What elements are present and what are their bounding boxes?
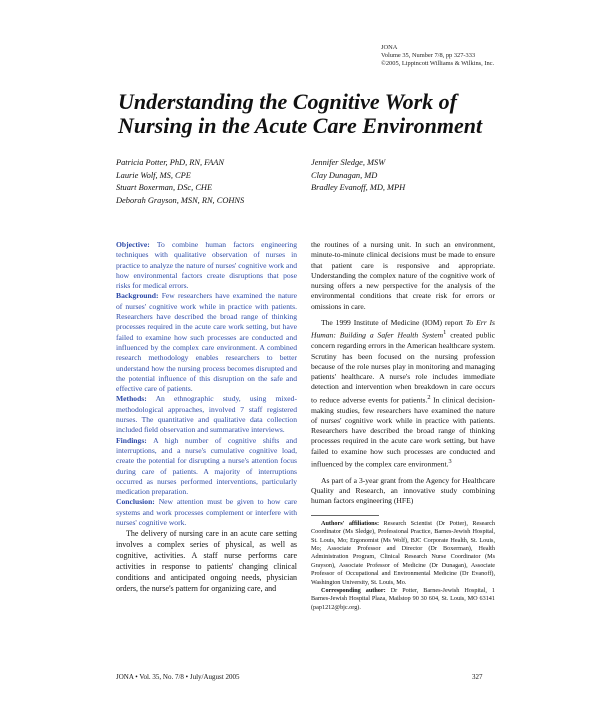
corresponding-author xyxy=(311,587,495,612)
corresponding-label: Corresponding author: xyxy=(321,586,386,594)
journal-info xyxy=(381,44,581,68)
methods-text: An ethnographic study, using mixed-methodological approaches, involved 7 staff registered nurses. The quantitative and qualitative data collection included field observation and summarative interviews. xyxy=(116,394,298,435)
report-title: To Err Is Human: Building a Safer Health System xyxy=(311,318,495,340)
methods-label: Methods: xyxy=(116,394,147,404)
findings-text: A high number of cognitive shifts and interruptions, and a nurse's cumulative cognitive load, create the potential for disrupting a nurse's attention focus during care of patients. A majority of interruptions occurred as nurses performed interventions, particularly medication preparation. xyxy=(116,435,298,497)
citation-ref: 2 xyxy=(427,393,431,401)
paragraph-text: created public concern regarding errors in the American healthcare system. Scrutiny has been focused on the nursing profession because of the role nurses play in monitoring and managing patients' healthcare. A nurse's role includes immediate detection and intervention when breakdown in care occurs to reduce adverse events for patients. xyxy=(311,330,495,405)
right-column xyxy=(311,240,495,612)
abstract-conclusion xyxy=(116,497,297,528)
background-text: Few researchers have examined the nature of nurses' cognitive work while in practice with patients. Researchers have described the broad range of thinking processes required in the acute care work setting, but have failed to examine how such processes are conducted and influenced by the complex care environment. A combined research methodology enables researchers to better understand how the nursing process becomes disrupted and the potential influence of this disruption on the safe and effective care of patients. xyxy=(116,291,297,394)
abstract-objective xyxy=(116,240,297,291)
author-list-right xyxy=(311,157,405,195)
footer-journal: JONA • Vol. 35, No. 7/8 • July/August 2005 xyxy=(116,673,240,681)
background-label: Background: xyxy=(116,291,159,301)
corresponding-text: Dr Potter, Barnes-Jewish Hospital, 1 Barnes-Jewish Hospital Plaza, Mailstop 90 30 604, St. Louis, MO 63141 (pap1212@bjc.org). xyxy=(311,586,495,611)
author-list-left xyxy=(116,157,244,207)
findings-label: Findings: xyxy=(116,435,147,445)
page-number: 327 xyxy=(472,673,483,681)
author: Laurie Wolf, MS, CPE xyxy=(116,170,191,180)
affiliation-divider xyxy=(311,515,379,516)
objective-text: To combine human factors engineering techniques with qualitative observation of nurses in practice to analyze the nature of nurses' cognitive work and how environmental factors create disruptions that pose risks for medical errors. xyxy=(116,240,298,291)
body-paragraph: As part of a 3-year grant from the Agency for Healthcare Quality and Research, an innovative study combining human factors engineering (HFE) xyxy=(311,475,495,506)
journal-name: JONA xyxy=(381,44,398,51)
conclusion-text: New attention must be given to how care systems and work processes complement or interfere with nurses' cognitive work. xyxy=(116,497,297,528)
body-paragraph xyxy=(311,318,495,470)
left-column xyxy=(116,240,297,594)
journal-volume: Volume 35, Number 7/8, pp 327-333 xyxy=(381,52,476,59)
conclusion-label: Conclusion: xyxy=(116,497,155,507)
paragraph-text: The 1999 Institute of Medicine (IOM) report xyxy=(321,318,466,328)
title-line-1: Understanding the Cognitive Work of xyxy=(118,89,458,114)
author-affiliations xyxy=(311,520,495,587)
paragraph-text: In clinical decision-making studies, few researchers have examined the nature of nurses' cognitive work while in practice with patients. Researchers have described the broad range of thinking processes required in the acute care work setting, but have failed to examine how such processes are conducted and influenced by the complex care environment. xyxy=(311,395,495,469)
objective-label: Objective: xyxy=(116,240,150,249)
affiliations-text: Research Scientist (Dr Potter), Research Coordinator (Ms Sledge), Professional Practice, Barnes-Jewish Hospital, St. Louis, Mo; Ergonomist (Ms Wolf), BJC Corporate Health, St. Louis, Mo; Associate Professor and Director (Dr Boxerman), Health Administration Program, Clinical Research Nurse Coordinator (Ms Grayson), Associate Professor of Medicine (Dr Dunagan), Associate Professor of Occupational and Environmental Medicine (Dr Evanoff), Washington University, St. Louis, Mo. xyxy=(311,519,495,586)
article-title xyxy=(118,90,578,138)
body-paragraph: The delivery of nursing care in an acute care setting involves a complex series of physical, as well as cognitive, activities. A staff nurse performs care activities in response to patients' changing clinical conditions and anticipated ongoing needs, physician orders, the nurse's pattern for organizing care, and xyxy=(116,529,297,594)
author: Clay Dunagan, MD xyxy=(311,170,378,180)
abstract-methods xyxy=(116,394,297,435)
abstract xyxy=(116,240,297,528)
author: Bradley Evanoff, MD, MPH xyxy=(311,183,406,192)
author: Stuart Boxerman, DSc, CHE xyxy=(116,183,213,192)
affiliations-label: Authors' affiliations: xyxy=(321,519,380,527)
journal-copyright: ©2005, Lippincott Williams & Wilkins, Inc. xyxy=(381,60,495,67)
abstract-background xyxy=(116,291,297,394)
body-paragraph: the routines of a nursing unit. In such an environment, minute-to-minute clinical decisions must be made to ensure that patient care is responsive and appropriate. Understanding the complex nature of the cognitive work of nursing offers a new perspective for the analysis of the environmental conditions that create risk for errors or omissions in care. xyxy=(311,240,495,311)
citation-ref: 3 xyxy=(448,458,452,465)
author: Jennifer Sledge, MSW xyxy=(311,158,386,167)
citation-ref: 1 xyxy=(443,329,447,337)
author: Patricia Potter, PhD, RN, FAAN xyxy=(116,158,225,167)
title-line-2: Nursing in the Acute Care Environment xyxy=(118,113,483,138)
abstract-findings xyxy=(116,436,297,498)
author: Deborah Grayson, MSN, RN, COHNS xyxy=(116,195,245,205)
